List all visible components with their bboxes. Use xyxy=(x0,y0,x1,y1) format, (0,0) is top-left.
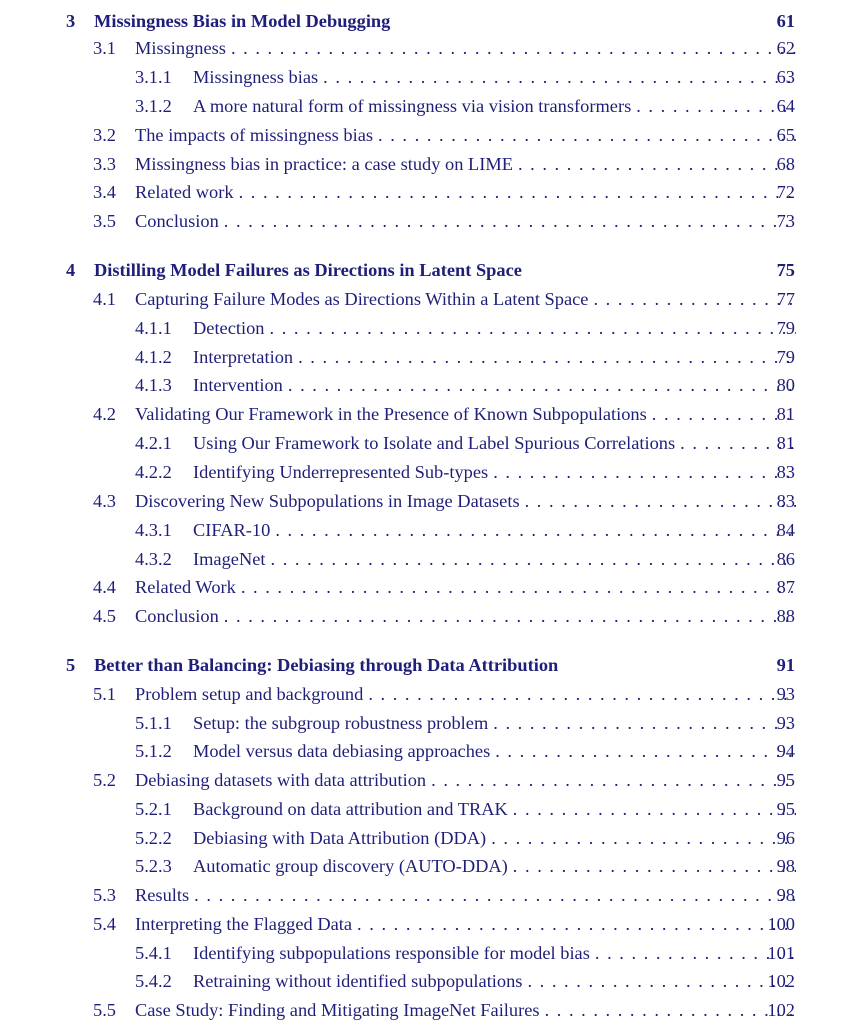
toc-entry-title[interactable]: Conclusion xyxy=(135,208,222,234)
toc-section-entry[interactable] xyxy=(0,882,868,908)
toc-page-number[interactable]: 64 xyxy=(776,96,795,116)
toc-entry-number: 5.3 xyxy=(93,885,116,905)
toc-section-entry[interactable] xyxy=(0,286,868,312)
toc-page-number[interactable]: 101 xyxy=(767,943,795,963)
toc-subsection-entry[interactable] xyxy=(0,430,868,456)
toc-subsection-entry[interactable] xyxy=(0,344,868,370)
toc-entry-title[interactable]: Detection xyxy=(193,315,268,341)
toc-entry-number: 5.2 xyxy=(93,770,116,790)
dot-leader xyxy=(429,767,796,793)
toc-section-entry[interactable] xyxy=(0,122,868,148)
dot-leader xyxy=(296,344,796,370)
toc-entry-title[interactable]: Case Study: Finding and Mitigating ImageNet Failures xyxy=(135,997,543,1023)
toc-entry-title[interactable]: Setup: the subgroup robustness problem xyxy=(193,710,491,736)
toc-page-number[interactable]: 83 xyxy=(776,491,795,511)
toc-entry-number: 5.1 xyxy=(93,684,116,704)
toc-entry-title[interactable]: Missingness Bias in Model Debugging xyxy=(94,8,393,34)
toc-entry-title[interactable]: Intervention xyxy=(193,372,286,398)
toc-entry-title[interactable]: ImageNet xyxy=(193,546,269,572)
toc-page-number[interactable]: 81 xyxy=(776,404,795,424)
toc-subsection-entry[interactable] xyxy=(0,940,868,966)
toc-page-number[interactable]: 91 xyxy=(776,655,795,675)
toc-page-number[interactable]: 95 xyxy=(776,799,795,819)
toc-entry-title[interactable]: Conclusion xyxy=(135,603,222,629)
toc-entry-number: 4.1.3 xyxy=(135,375,172,395)
toc-subsection-entry[interactable] xyxy=(0,796,868,822)
toc-entry-number: 3.1.2 xyxy=(135,96,172,116)
toc-entry-number: 3.5 xyxy=(93,211,116,231)
toc-page-number[interactable]: 93 xyxy=(776,713,795,733)
toc-section-entry[interactable] xyxy=(0,911,868,937)
toc-entry-title[interactable]: Interpretation xyxy=(193,344,296,370)
toc-section-entry[interactable] xyxy=(0,603,868,629)
toc-subsection-entry[interactable] xyxy=(0,93,868,119)
toc-entry-title[interactable]: Debiasing datasets with data attribution xyxy=(135,767,429,793)
toc-page-number[interactable]: 80 xyxy=(776,375,795,395)
toc-page-number[interactable]: 98 xyxy=(776,856,795,876)
toc-subsection-entry[interactable] xyxy=(0,517,868,543)
toc-entry-number: 5.4 xyxy=(93,914,116,934)
dot-leader xyxy=(239,574,796,600)
toc-entry-number: 5 xyxy=(66,655,76,675)
toc-page-number[interactable]: 77 xyxy=(776,289,795,309)
toc-page-number[interactable]: 75 xyxy=(776,260,795,280)
toc-subsection-entry[interactable] xyxy=(0,738,868,764)
toc-entry-title[interactable]: Discovering New Subpopulations in Image Datasets xyxy=(135,488,523,514)
toc-section-entry[interactable] xyxy=(0,767,868,793)
toc-entry-title[interactable]: Missingness bias in practice: a case study on LIME xyxy=(135,151,516,177)
toc-entry-number: 4.2 xyxy=(93,404,116,424)
toc-entry-number: 3.3 xyxy=(93,154,116,174)
toc-page-number[interactable]: 62 xyxy=(776,38,795,58)
toc-entry-title[interactable]: Capturing Failure Modes as Directions Within a Latent Space xyxy=(135,286,591,312)
toc-entry-number: 5.2.1 xyxy=(135,799,172,819)
toc-entry-title[interactable]: Using Our Framework to Isolate and Label Spurious Correlations xyxy=(193,430,678,456)
toc-entry-number: 4 xyxy=(66,260,76,280)
toc-entry-number: 5.4.1 xyxy=(135,943,172,963)
toc-page-number[interactable]: 96 xyxy=(776,828,795,848)
toc-entry-title[interactable]: Identifying Underrepresented Sub-types xyxy=(193,459,491,485)
toc-subsection-entry[interactable] xyxy=(0,710,868,736)
toc-page-number[interactable]: 84 xyxy=(776,520,795,540)
toc-entry-number: 3.4 xyxy=(93,182,116,202)
toc-page-number[interactable]: 79 xyxy=(776,347,795,367)
toc-subsection-entry[interactable] xyxy=(0,825,868,851)
toc-section-entry[interactable] xyxy=(0,574,868,600)
dot-leader xyxy=(192,882,796,908)
dot-leader xyxy=(222,603,796,629)
toc-page-number[interactable]: 100 xyxy=(767,914,795,934)
toc-entry-title[interactable]: The impacts of missingness bias xyxy=(135,122,376,148)
toc-entry-number: 4.3.2 xyxy=(135,549,172,569)
toc-entry-number: 4.2.1 xyxy=(135,433,172,453)
toc-entry-number: 4.1 xyxy=(93,289,116,309)
toc-entry-title[interactable]: Problem setup and background xyxy=(135,681,366,707)
toc-entry-number: 3.1.1 xyxy=(135,67,172,87)
toc-entry-number: 4.2.2 xyxy=(135,462,172,482)
toc-entry-number: 5.2.3 xyxy=(135,856,172,876)
toc-page-number[interactable]: 61 xyxy=(776,11,795,31)
toc-entry-number: 4.4 xyxy=(93,577,116,597)
toc-section-entry[interactable] xyxy=(0,488,868,514)
toc-entry-title[interactable]: Related work xyxy=(135,179,237,205)
toc-entry-title[interactable]: Validating Our Framework in the Presence of Known Subpopulations xyxy=(135,401,650,427)
toc-entry-number: 5.1.2 xyxy=(135,741,172,761)
toc-entry-number: 5.5 xyxy=(93,1000,116,1020)
toc-section-entry[interactable] xyxy=(0,151,868,177)
dot-leader xyxy=(237,179,796,205)
toc-entry-title[interactable]: Model versus data debiasing approaches xyxy=(193,738,493,764)
toc-page-number[interactable]: 63 xyxy=(776,67,795,87)
toc-subsection-entry[interactable] xyxy=(0,459,868,485)
toc-page-number[interactable]: 102 xyxy=(767,971,795,991)
toc-page-number[interactable]: 65 xyxy=(776,125,795,145)
toc-subsection-entry[interactable] xyxy=(0,64,868,90)
toc-entry-number: 4.5 xyxy=(93,606,116,626)
toc-subsection-entry[interactable] xyxy=(0,315,868,341)
toc-page-number[interactable]: 72 xyxy=(776,182,795,202)
toc-entry-number: 4.1.2 xyxy=(135,347,172,367)
dot-leader xyxy=(222,208,796,234)
toc-section-entry[interactable] xyxy=(0,35,868,61)
toc-section-entry[interactable] xyxy=(0,179,868,205)
toc-entry-number: 3.1 xyxy=(93,38,116,58)
toc-subsection-entry[interactable] xyxy=(0,546,868,572)
toc-entry-title[interactable]: Identifying subpopulations responsible for model bias xyxy=(193,940,593,966)
toc-page-number[interactable]: 94 xyxy=(776,741,795,761)
toc-subsection-entry[interactable] xyxy=(0,968,868,994)
dot-leader xyxy=(286,372,796,398)
toc-page-number[interactable]: 95 xyxy=(776,770,795,790)
toc-entry-title[interactable]: Results xyxy=(135,882,192,908)
dot-leader xyxy=(376,122,796,148)
toc-entry-number: 5.1.1 xyxy=(135,713,172,733)
dot-leader xyxy=(269,546,796,572)
toc-chapter-entry[interactable] xyxy=(0,257,868,283)
toc-entry-title[interactable]: CIFAR-10 xyxy=(193,517,273,543)
toc-chapter-entry[interactable] xyxy=(0,652,868,678)
toc-entry-title[interactable]: Debiasing with Data Attribution (DDA) xyxy=(193,825,489,851)
toc-entry-title[interactable]: Distilling Model Failures as Directions in Latent Space xyxy=(94,257,525,283)
toc-entry-number: 4.1.1 xyxy=(135,318,172,338)
toc-section-entry[interactable] xyxy=(0,208,868,234)
dot-leader xyxy=(355,911,796,937)
toc-page-number[interactable]: 93 xyxy=(776,684,795,704)
toc-page-number[interactable]: 73 xyxy=(776,211,795,231)
toc-entry-number: 3 xyxy=(66,11,76,31)
dot-leader xyxy=(321,64,796,90)
toc-entry-title[interactable]: Missingness bias xyxy=(193,64,321,90)
toc-page-number[interactable]: 87 xyxy=(776,577,795,597)
toc-entry-title[interactable]: Better than Balancing: Debiasing through Data Attribution xyxy=(94,652,561,678)
toc-entry-title[interactable]: Background on data attribution and TRAK xyxy=(193,796,511,822)
toc-entry-number: 3.2 xyxy=(93,125,116,145)
toc-page-number[interactable]: 83 xyxy=(776,462,795,482)
toc-page-number[interactable]: 79 xyxy=(776,318,795,338)
toc-entry-number: 5.2.2 xyxy=(135,828,172,848)
dot-leader xyxy=(273,517,796,543)
toc-section-entry[interactable] xyxy=(0,681,868,707)
toc-subsection-entry[interactable] xyxy=(0,372,868,398)
dot-leader xyxy=(268,315,797,341)
toc-section-entry[interactable] xyxy=(0,997,868,1023)
toc-page-number[interactable]: 86 xyxy=(776,549,795,569)
toc-entry-title[interactable]: Related Work xyxy=(135,574,239,600)
toc-page-number[interactable]: 88 xyxy=(776,606,795,626)
toc-entry-title[interactable]: Interpreting the Flagged Data xyxy=(135,911,355,937)
toc-entry-number: 4.3.1 xyxy=(135,520,172,540)
toc-entry-title[interactable]: A more natural form of missingness via vision transformers xyxy=(193,93,634,119)
toc-entry-number: 5.4.2 xyxy=(135,971,172,991)
toc-entry-number: 4.3 xyxy=(93,491,116,511)
toc-subsection-entry[interactable] xyxy=(0,853,868,879)
toc-entry-title[interactable]: Missingness xyxy=(135,35,229,61)
dot-leader xyxy=(229,35,796,61)
toc-section-entry[interactable] xyxy=(0,401,868,427)
toc-page-number[interactable]: 102 xyxy=(767,1000,795,1020)
toc-chapter-entry[interactable] xyxy=(0,8,868,34)
toc-entry-title[interactable]: Retraining without identified subpopulations xyxy=(193,968,525,994)
toc-page-number[interactable]: 81 xyxy=(776,433,795,453)
toc-page-number[interactable]: 98 xyxy=(776,885,795,905)
dot-leader xyxy=(366,681,796,707)
toc-page-number[interactable]: 68 xyxy=(776,154,795,174)
toc-entry-title[interactable]: Automatic group discovery (AUTO-DDA) xyxy=(193,853,511,879)
